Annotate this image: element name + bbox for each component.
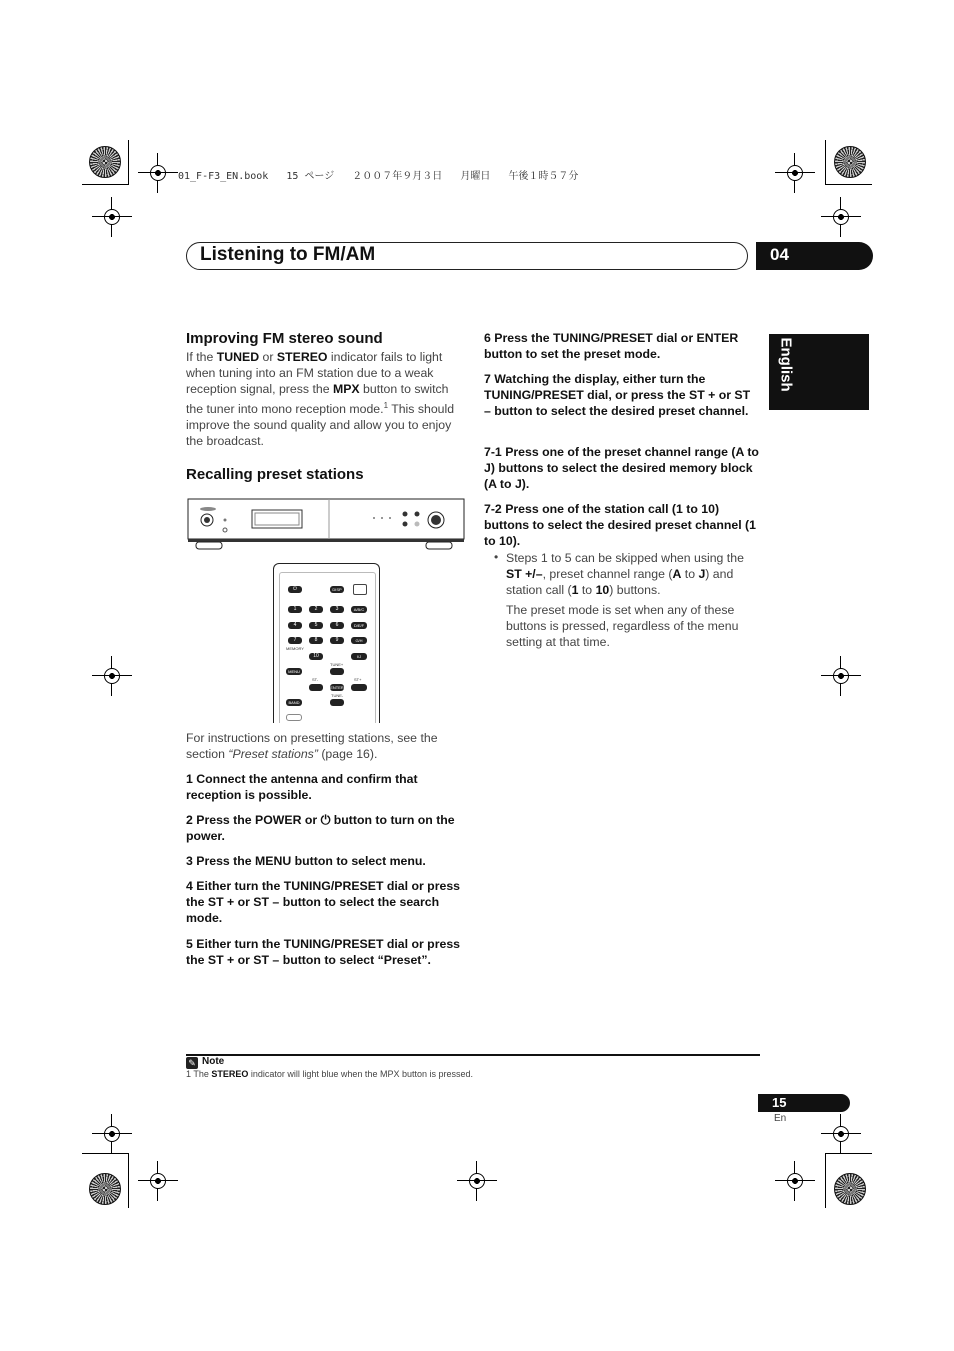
tune-plus-button <box>330 668 344 675</box>
page-number: 15 <box>758 1094 850 1112</box>
st-plus-label: ST+ <box>354 677 362 682</box>
crosshair-mark <box>138 1161 178 1201</box>
step-6: 6 Press the TUNING/PRESET dial or ENTER button to set the preset mode. <box>484 331 739 362</box>
crop-mark <box>128 140 129 185</box>
memory-label: MEMORY <box>286 646 304 651</box>
key-8: 8 <box>309 637 323 644</box>
st-minus-button <box>309 684 323 691</box>
key-9: 9 <box>330 637 344 644</box>
key-2: 2 <box>309 606 323 613</box>
key-10: 10 <box>309 653 323 660</box>
step-3: 3 Press the MENU button to select menu. <box>186 854 426 868</box>
crosshair-mark <box>92 197 132 237</box>
step-5: 5 Either turn the TUNING/PRESET dial or press the ST + or ST – button to select “Preset”. <box>186 937 460 968</box>
band-button: BAND <box>286 699 302 706</box>
language-tab <box>769 334 869 410</box>
note-icon: ✎ <box>186 1057 198 1069</box>
language-label: English <box>777 337 795 392</box>
crosshair-mark <box>775 1161 815 1201</box>
step-1: 1 Connect the antenna and confirm that reception is possible. <box>186 772 418 803</box>
crop-mark <box>128 1153 129 1208</box>
tune-minus-label: TUNE- <box>331 693 344 698</box>
note-divider <box>186 1054 760 1056</box>
footnote-text: 1 The STEREO indicator will light blue when the MPX button is pressed. <box>186 1069 473 1079</box>
bullet-note: The preset mode is set when any of these buttons is pressed, regardless of the menu setting at that time. <box>506 603 739 650</box>
menu-button: MENU <box>286 668 302 675</box>
power-button: ⏻ <box>288 586 302 593</box>
key-5: 5 <box>309 622 323 629</box>
crop-mark <box>82 184 128 185</box>
tune-minus-button <box>330 699 344 706</box>
key-3: 3 <box>330 606 344 613</box>
disp-button: DISP <box>330 586 344 593</box>
enter-button: ENTER <box>330 685 344 690</box>
section-body-improving: If the TUNED or STEREO indicator fails to light when tuning into an FM station due to a weak reception signal, press the MPX button to switch the tuner into mono reception mode.$^1$ This should improve the sound quality and allow you to enjoy the broadcast. <box>186 350 455 449</box>
crosshair-mark <box>821 1114 861 1154</box>
key-7: 7 <box>288 637 302 644</box>
tune-plus-label: TUNE+ <box>330 662 344 667</box>
step-2: 2 Press the POWER or ⏻ button to turn on the power. <box>186 813 455 844</box>
dimmer-button <box>353 584 367 595</box>
page-lang: En <box>774 1113 787 1124</box>
key-ij: I/J <box>351 653 367 660</box>
print-header: 01_F-F3_EN.book 15 ページ ２００７年９月３日 月曜日 午後１時５７分 <box>178 171 579 182</box>
key-4: 4 <box>288 622 302 629</box>
crop-mark <box>826 184 872 185</box>
crosshair-mark <box>775 153 815 193</box>
crosshair-mark <box>92 1114 132 1154</box>
crop-mark <box>826 1153 872 1154</box>
key-def: D/E/F <box>351 622 367 629</box>
key-abc: A/B/C <box>351 606 367 613</box>
crop-mark <box>825 1153 826 1208</box>
mpx-button <box>286 714 302 721</box>
registration-mark <box>89 1173 121 1205</box>
crosshair-mark <box>457 1161 497 1201</box>
remote-illustration <box>273 563 380 723</box>
crop-mark <box>82 1153 128 1154</box>
step-7-1: 7-1 Press one of the preset channel range (A to J) buttons to select the desired memory block (A to J). <box>484 445 759 492</box>
section-title-recalling: Recalling preset stations <box>186 466 364 483</box>
step-7-2: 7-2 Press one of the station call (1 to 10) buttons to select the desired preset channel (1 to 10). <box>484 502 756 549</box>
crop-mark <box>825 140 826 185</box>
step-7: 7 Watching the display, either turn the TUNING/PRESET dial, or press the ST + or ST – button to select the desired preset channel. <box>484 372 751 419</box>
note-label: Note <box>202 1056 225 1067</box>
key-6: 6 <box>330 622 344 629</box>
registration-mark <box>89 146 121 178</box>
key-gh: G/H <box>351 637 367 644</box>
bullet-dot: • <box>494 550 499 564</box>
crosshair-mark <box>138 153 178 193</box>
page-title: Listening to FM/AM <box>200 244 376 265</box>
crosshair-mark <box>92 656 132 696</box>
crosshair-mark <box>821 197 861 237</box>
key-1: 1 <box>288 606 302 613</box>
registration-mark <box>834 1173 866 1205</box>
st-plus-button <box>351 684 367 691</box>
chapter-number: 04 <box>756 242 873 270</box>
tuner-illustration <box>186 498 466 554</box>
bullet-text: Steps 1 to 5 can be skipped when using the ST +/–, preset channel range (A to J) and station call (1 to 10) buttons. <box>506 551 744 598</box>
step-4: 4 Either turn the TUNING/PRESET dial or press the ST + or ST – button to select the search mode. <box>186 879 460 926</box>
st-minus-label: ST- <box>312 677 319 682</box>
crosshair-mark <box>821 656 861 696</box>
registration-mark <box>834 146 866 178</box>
preset-intro: For instructions on presetting stations, see the section “Preset stations” (page 16). <box>186 731 438 762</box>
section-title-improving: Improving FM stereo sound <box>186 330 383 347</box>
